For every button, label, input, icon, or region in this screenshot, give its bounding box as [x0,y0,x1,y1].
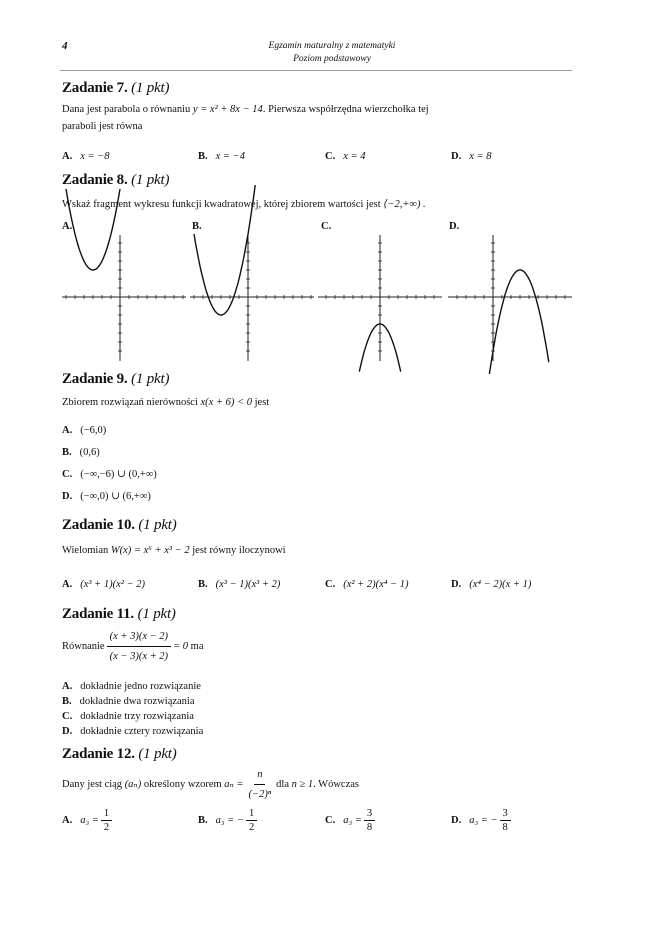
task12-text: Dany jest ciąg (aₙ) określony wzorem aₙ = $\frac{n}{\text{(−2)ⁿ}}$ dla n ≥ 1 . Wówczas [62,766,359,803]
task8-option-c-label[interactable]: C. [321,221,332,232]
task11-option-b[interactable]: B. dokładnie dwa rozwiązania [62,696,195,707]
task9-option-a[interactable]: A. (−6,0) [62,425,107,436]
task11-text: Równanie $\frac{(x + 3)(x - 2)}{(x - 3)(x + 2)}$ = 0 ma [62,628,203,665]
task12-option-a[interactable]: A. a₃ = $\frac{1}{2}$ [62,808,114,833]
task10-option-c[interactable]: C. (x² + 2)(x⁴ − 1) [325,579,409,590]
task9-option-b[interactable]: B. (0,6) [62,447,100,458]
task12-option-c[interactable]: C. a₃ = $\frac{3}{8}$ [325,808,377,833]
task12-option-d[interactable]: D. a₃ = − $\frac{3}{8}$ [451,808,513,833]
task8-option-a-label[interactable]: A. [62,221,73,232]
task8-graph-d[interactable] [448,233,572,363]
task12-option-b[interactable]: B. a₃ = − $\frac{1}{2}$ [198,808,259,833]
task10-option-a[interactable]: A. (x³ + 1)(x² − 2) [62,579,145,590]
task8-graph-c[interactable] [318,233,442,363]
task8-graph-b[interactable] [190,233,314,363]
task7-option-a[interactable]: A. x = −8 [62,151,110,162]
task9-option-c[interactable]: C. (−∞,−6) ∪ (0,+∞) [62,469,157,480]
task12-formula: $\frac{n}{\text{(−2)ⁿ}}$ [246,766,275,803]
task11-option-d[interactable]: D. dokładnie cztery rozwiązania [62,726,204,737]
task11-option-a[interactable]: A. dokładnie jedno rozwiązanie [62,681,201,692]
task8-option-b-label[interactable]: B. [192,221,202,232]
task10-polynomial: W(x) = x⁶ + x³ − 2 [110,545,190,556]
task7-option-c[interactable]: C. x = 4 [325,151,366,162]
task9-text: Zbiorem rozwiązań nierówności x(x + 6) < 0 jest [62,397,270,408]
task10-heading: Zadanie 10. (1 pkt) [62,517,177,533]
task12-heading: Zadanie 12. (1 pkt) [62,746,177,762]
task10-option-b[interactable]: B. (x³ − 1)(x³ + 2) [198,579,281,590]
task7-text: Dana jest parabola o równaniu y = x² + 8x − 14. Pierwsza współrzędna wierzchołka tej [62,104,429,115]
task8-text: Wskaż fragment wykresu funkcji kwadratowej, której zbiorem wartości jest ⟨−2,+∞) . [62,199,426,210]
task8-graph-a[interactable] [62,233,186,363]
task8-range: ⟨−2,+∞) . [383,199,426,210]
task7-text-2: paraboli jest równa [62,121,143,132]
page-number: 4 [62,40,68,52]
parabola-curve [489,270,548,374]
header-subtitle: Poziom podstawowy [293,54,371,64]
task11-fraction: $\frac{(x + 3)(x - 2)}{(x - 3)(x + 2)}$ [107,628,171,665]
task10-option-d[interactable]: D. (x⁴ − 2)(x + 1) [451,579,532,590]
task9-heading: Zadanie 9. (1 pkt) [62,371,170,387]
header-title: Egzamin maturalny z matematyki [268,41,396,51]
task9-inequality: x(x + 6) < 0 [200,397,252,408]
task7-equation: y = x² + 8x − 14 [192,104,263,115]
task7-option-b[interactable]: B. x = −4 [198,151,245,162]
task11-heading: Zadanie 11. (1 pkt) [62,606,176,622]
task11-option-c[interactable]: C. dokładnie trzy rozwiązania [62,711,194,722]
task7-heading: Zadanie 7. (1 pkt) [62,80,170,96]
task10-text: Wielomian W(x) = x⁶ + x³ − 2 jest równy iloczynowi [62,545,286,556]
task9-option-d[interactable]: D. (−∞,0) ∪ (6,+∞) [62,491,151,502]
header-divider [60,70,572,71]
task7-option-d[interactable]: D. x = 8 [451,151,492,162]
task8-option-d-label[interactable]: D. [449,221,460,232]
task8-heading: Zadanie 8. (1 pkt) [62,172,170,188]
